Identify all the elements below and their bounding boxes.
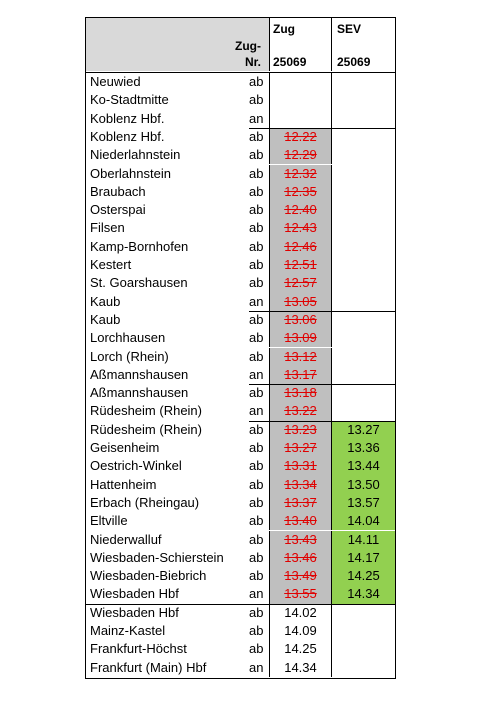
arrival-departure-marker: ab (249, 458, 264, 474)
table-row (86, 476, 395, 494)
cancelled-time: 13.49 (284, 568, 317, 584)
zug-time-cell (269, 73, 331, 91)
table-row (86, 110, 395, 128)
zug-time-cell (269, 384, 331, 402)
cancelled-time: 13.31 (284, 458, 317, 474)
table-row (86, 549, 395, 567)
station-name: Ko-Stadtmitte (90, 92, 169, 108)
cancelled-time: 13.46 (284, 549, 317, 565)
zug-time-cell (269, 531, 331, 549)
sev-time-cell (331, 622, 395, 640)
sev-time: 13.44 (347, 458, 380, 474)
arrival-departure-marker: ab (249, 128, 264, 144)
cancelled-time: 12.57 (284, 275, 317, 291)
arrival-departure-marker: ab (249, 330, 264, 346)
cancelled-time: 13.43 (284, 531, 317, 547)
table-row (86, 439, 395, 457)
sev-time-cell (331, 494, 395, 512)
zug-time-cell (269, 457, 331, 475)
zug-time-cell (269, 512, 331, 530)
arrival-departure-marker: an (249, 586, 264, 602)
section-divider (86, 604, 395, 605)
arrival-departure-marker: ab (249, 147, 264, 163)
sev-time: 13.50 (347, 476, 380, 492)
cancelled-time: 12.46 (284, 238, 317, 254)
arrival-departure-marker: an (249, 403, 264, 419)
station-name: Lorch (Rhein) (90, 348, 169, 364)
table-row (86, 604, 395, 622)
arrival-departure-marker: ab (249, 623, 264, 638)
station-name: Rüdesheim (Rhein) (90, 421, 202, 437)
sev-time-cell (331, 219, 395, 237)
station-name: Lorchhausen (90, 330, 166, 346)
sev-time: 14.34 (347, 586, 380, 602)
arrival-departure-marker: ab (249, 385, 264, 401)
zug-nr-label-1: Zug- (235, 39, 261, 53)
table-row (86, 183, 395, 201)
arrival-departure-marker: ab (249, 257, 264, 272)
zug-time-cell (269, 567, 331, 585)
table-header (86, 18, 395, 73)
zug-time-cell (269, 366, 331, 384)
table-row (86, 421, 395, 439)
zug-time: 14.02 (284, 604, 317, 620)
zug-time-cell (269, 201, 331, 219)
cancelled-time: 12.43 (284, 220, 317, 236)
station-name: Oestrich-Winkel (90, 458, 182, 474)
table-row (86, 384, 395, 402)
arrival-departure-marker: ab (249, 513, 264, 529)
station-name: Koblenz Hbf. (90, 128, 165, 144)
arrival-departure-marker: ab (249, 549, 264, 565)
arrival-departure-marker: ab (249, 220, 264, 236)
section-divider (249, 384, 395, 385)
table-row (86, 293, 395, 311)
zug-time-cell (269, 476, 331, 494)
zug-time-cell (269, 165, 331, 183)
sev-time-cell (331, 146, 395, 164)
sev-time: 14.17 (347, 549, 380, 565)
sev-time-cell (331, 366, 395, 384)
zug-train-number: 25069 (273, 55, 307, 69)
table-row (86, 494, 395, 512)
table-row (86, 128, 395, 146)
table-row (86, 219, 395, 237)
sev-time-cell (331, 384, 395, 402)
sev-time-cell (331, 165, 395, 183)
cancelled-time: 13.23 (284, 421, 317, 437)
table-row (86, 329, 395, 347)
sev-time-cell (331, 348, 395, 366)
station-name: Wiesbaden Hbf (90, 586, 179, 602)
zug-time-cell (269, 402, 331, 420)
arrival-departure-marker: ab (249, 311, 264, 327)
table-row (86, 256, 395, 274)
station-name: Mainz-Kastel (90, 623, 166, 638)
table-row (86, 640, 395, 658)
station-name: Geisenheim (90, 440, 160, 455)
sev-time-cell (331, 531, 395, 549)
sev-time-cell (331, 402, 395, 420)
arrival-departure-marker: ab (249, 165, 264, 181)
cancelled-time: 12.32 (284, 165, 317, 181)
table-row (86, 531, 395, 549)
station-name: Kamp-Bornhofen (90, 238, 189, 254)
station-name: Wiesbaden-Schierstein (90, 549, 224, 565)
station-name: Frankfurt-Höchst (90, 641, 187, 657)
table-row (86, 659, 395, 677)
zug-time-cell (269, 494, 331, 512)
table-row (86, 311, 395, 329)
table-row (86, 512, 395, 530)
zug-time-cell (269, 329, 331, 347)
station-name: Hattenheim (90, 476, 157, 492)
cancelled-time: 12.22 (284, 128, 317, 144)
table-row (86, 457, 395, 475)
table-row (86, 165, 395, 183)
sev-time: 14.25 (347, 568, 380, 584)
sev-time: 13.57 (347, 494, 380, 510)
arrival-departure-marker: ab (249, 568, 264, 584)
arrival-departure-marker: ab (249, 275, 264, 291)
arrival-departure-marker: ab (249, 531, 264, 547)
arrival-departure-marker: an (249, 366, 264, 382)
station-name: Erbach (Rheingau) (90, 494, 200, 510)
arrival-departure-marker: ab (249, 238, 264, 254)
arrival-departure-marker: ab (249, 348, 264, 364)
sev-train-number: 25069 (337, 55, 371, 69)
table-row (86, 622, 395, 640)
station-name: Kaub (90, 311, 121, 327)
cancelled-time: 13.40 (284, 513, 317, 529)
zug-time-cell (269, 219, 331, 237)
cancelled-time: 13.17 (284, 366, 317, 382)
table-row (86, 585, 395, 603)
zug-time: 14.09 (284, 623, 317, 638)
zug-time-cell (269, 604, 331, 622)
arrival-departure-marker: an (249, 659, 264, 675)
cancelled-time: 13.18 (284, 385, 317, 401)
station-name: Aßmannshausen (90, 366, 189, 382)
arrival-departure-marker: an (249, 293, 264, 309)
sev-time: 13.27 (347, 421, 380, 437)
zug-time-cell (269, 549, 331, 567)
header-sev-cell (331, 18, 395, 71)
zug-time-cell (269, 183, 331, 201)
arrival-departure-marker: ab (249, 494, 264, 510)
arrival-departure-marker: ab (249, 183, 264, 199)
cancelled-time: 13.22 (284, 403, 317, 419)
zug-time-cell (269, 439, 331, 457)
cancelled-time: 13.34 (284, 476, 317, 492)
zug-time-cell (269, 128, 331, 146)
table-row (86, 348, 395, 366)
arrival-departure-marker: ab (249, 604, 264, 620)
station-name: St. Goarshausen (90, 275, 188, 291)
sev-time-cell (331, 73, 395, 91)
station-name: Braubach (90, 183, 146, 199)
zug-time-cell (269, 311, 331, 329)
arrival-departure-marker: ab (249, 202, 264, 218)
station-name: Kestert (90, 257, 132, 272)
sev-time-cell (331, 421, 395, 439)
station-name: Oberlahnstein (90, 165, 171, 181)
sev-time-cell (331, 256, 395, 274)
table-row (86, 73, 395, 91)
zug-time: 14.34 (284, 659, 317, 675)
station-name: Eltville (90, 513, 128, 529)
sev-time-cell (331, 567, 395, 585)
zug-time-cell (269, 585, 331, 603)
zug-nr-label-2: Nr. (244, 55, 261, 69)
sev-time-cell (331, 659, 395, 677)
zug-time: 14.25 (284, 641, 317, 657)
station-name: Kaub (90, 293, 121, 309)
sev-time-cell (331, 476, 395, 494)
table-row (86, 366, 395, 384)
zug-time-cell (269, 348, 331, 366)
cancelled-time: 13.09 (284, 330, 317, 346)
table-row (86, 567, 395, 585)
cancelled-time: 13.37 (284, 494, 317, 510)
zug-time-cell (269, 146, 331, 164)
sev-time-cell (331, 329, 395, 347)
arrival-departure-marker: an (249, 110, 264, 126)
cancelled-time: 13.06 (284, 311, 317, 327)
table-row (86, 274, 395, 292)
sev-time-cell (331, 311, 395, 329)
sev-time-cell (331, 585, 395, 603)
cancelled-time: 13.55 (284, 586, 317, 602)
arrival-departure-marker: ab (249, 74, 264, 89)
sev-time-cell (331, 604, 395, 622)
sev-time: 13.36 (347, 440, 380, 455)
sev-time-cell (331, 238, 395, 256)
zug-time-cell (269, 293, 331, 311)
cancelled-time: 12.40 (284, 202, 317, 218)
arrival-departure-marker: ab (249, 641, 264, 657)
sev-time-cell (331, 293, 395, 311)
sev-time-cell (331, 640, 395, 658)
station-name: Koblenz Hbf. (90, 110, 165, 126)
cancelled-time: 13.12 (284, 348, 317, 364)
station-name: Osterspai (90, 202, 146, 218)
zug-time-cell (269, 659, 331, 677)
arrival-departure-marker: ab (249, 92, 264, 108)
header-zug-cell (269, 18, 331, 71)
sev-time-cell (331, 91, 395, 109)
station-name: Wiesbaden-Biebrich (90, 568, 207, 584)
sev-time-cell (331, 201, 395, 219)
header-label-cell (86, 18, 269, 71)
zug-time-cell (269, 622, 331, 640)
sev-time-cell (331, 183, 395, 201)
section-divider (249, 421, 395, 422)
station-name: Rüdesheim (Rhein) (90, 403, 202, 419)
sev-heading: SEV (337, 22, 362, 36)
section-divider (249, 128, 395, 129)
station-name: Niederlahnstein (90, 147, 181, 163)
zug-time-cell (269, 256, 331, 274)
zug-time-cell (269, 91, 331, 109)
sev-time: 14.04 (347, 513, 380, 529)
station-name: Neuwied (90, 74, 141, 89)
table-row (86, 91, 395, 109)
section-divider (249, 311, 395, 312)
table-row (86, 146, 395, 164)
table-row (86, 238, 395, 256)
zug-time-cell (269, 274, 331, 292)
sev-time-cell (331, 512, 395, 530)
sev-time-cell (331, 128, 395, 146)
arrival-departure-marker: ab (249, 421, 264, 437)
zug-time-cell (269, 421, 331, 439)
table-row (86, 201, 395, 219)
arrival-departure-marker: ab (249, 440, 264, 455)
station-name: Frankfurt (Main) Hbf (90, 659, 207, 675)
cancelled-time: 12.35 (284, 183, 317, 199)
cancelled-time: 13.27 (284, 440, 317, 455)
station-name: Filsen (90, 220, 125, 236)
zug-time-cell (269, 640, 331, 658)
timetable (85, 17, 396, 679)
table-row (86, 402, 395, 420)
zug-heading: Zug (273, 22, 295, 36)
sev-time-cell (331, 549, 395, 567)
station-name: Wiesbaden Hbf (90, 604, 179, 620)
sev-time: 14.11 (347, 531, 380, 547)
cancelled-time: 13.05 (284, 293, 317, 309)
sev-time-cell (331, 274, 395, 292)
sev-time-cell (331, 439, 395, 457)
station-name: Niederwalluf (90, 531, 162, 547)
station-name: Aßmannshausen (90, 385, 189, 401)
sev-time-cell (331, 457, 395, 475)
zug-time-cell (269, 238, 331, 256)
zug-time-cell (269, 110, 331, 128)
sev-time-cell (331, 110, 395, 128)
cancelled-time: 12.51 (284, 257, 317, 272)
cancelled-time: 12.29 (284, 147, 317, 163)
arrival-departure-marker: ab (249, 476, 264, 492)
